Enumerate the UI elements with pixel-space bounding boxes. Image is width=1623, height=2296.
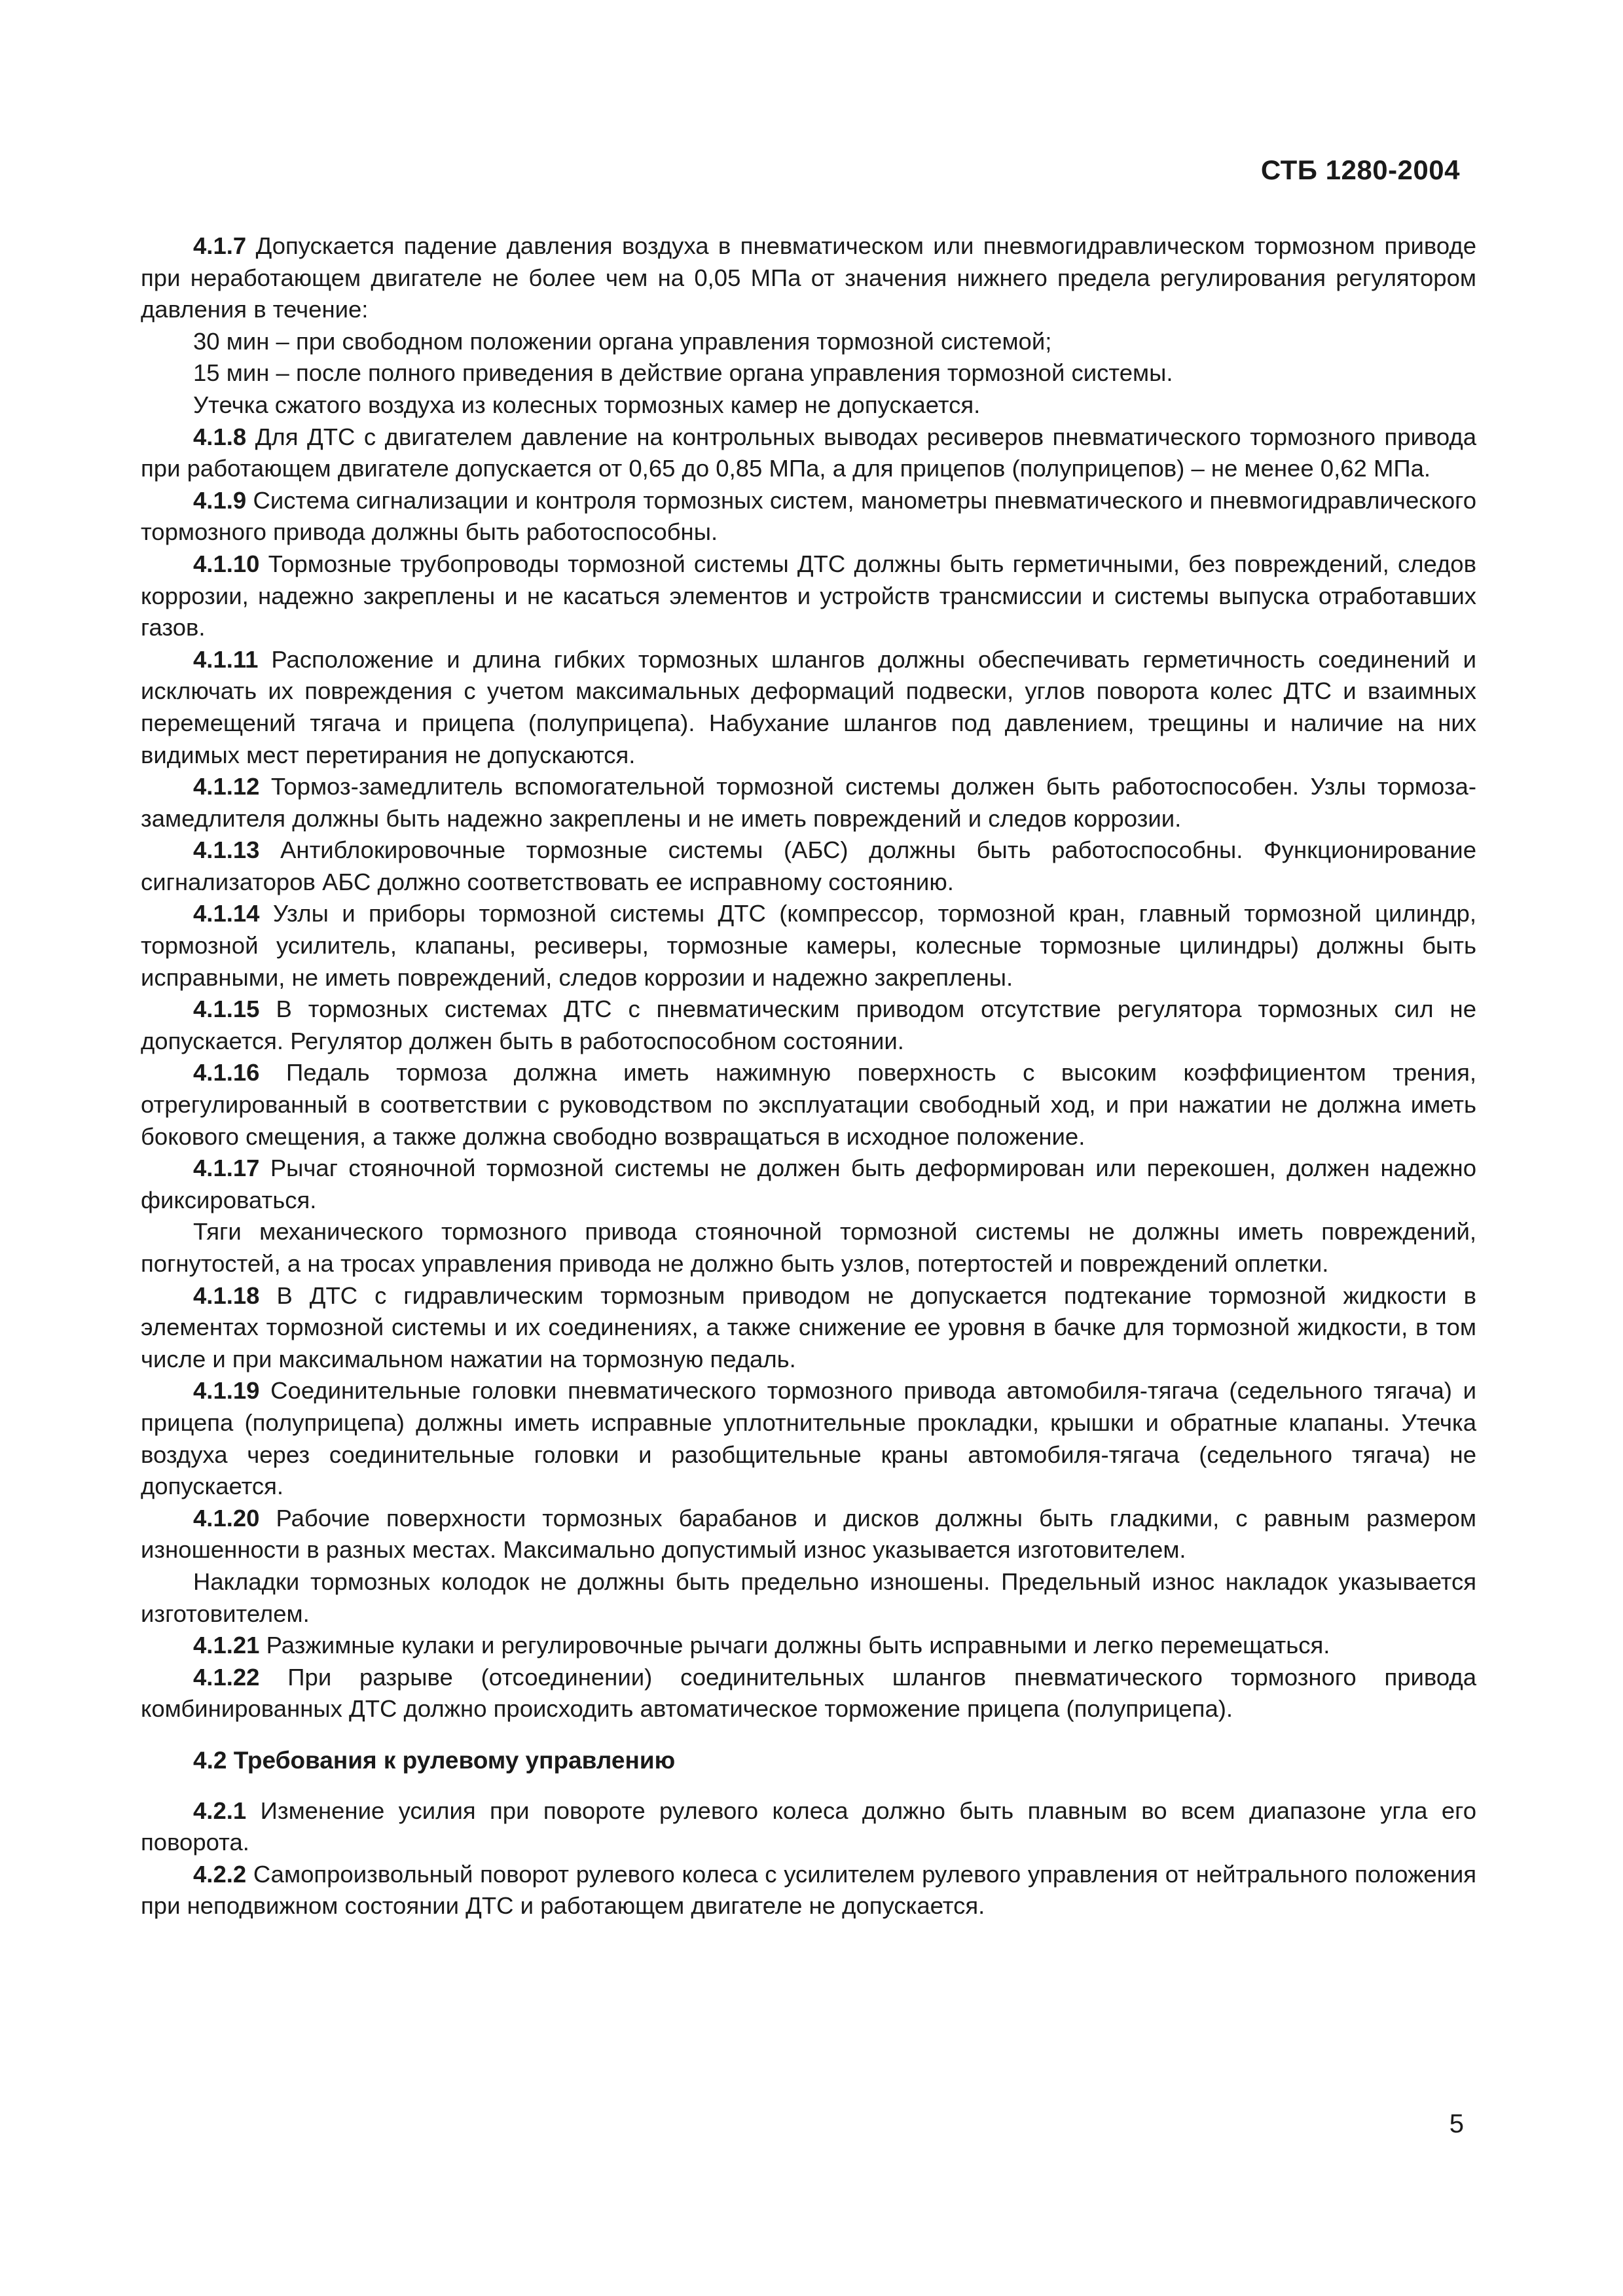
page-number: 5 xyxy=(1449,2109,1464,2138)
paragraph xyxy=(141,1795,1476,1859)
document-code: СТБ 1280-2004 xyxy=(1260,154,1460,185)
clause-text: Антиблокировочные тормозные системы (АБС) должны быть работоспособны. Функционирование сигнализаторов АБС должно соответствовать ее исправному состоянию. xyxy=(141,836,1476,895)
clause-text: Допускается падение давления воздуха в пневматическом или пневмогидравлическом тормозном приводе при неработающем двигателе не более чем на 0,05 МПа от значения нижнего предела регулирования регулятором давления в течение: xyxy=(141,232,1476,323)
paragraph xyxy=(141,1566,1476,1630)
clause-text: Для ДТС с двигателем давление на контрольных выводах ресиверов пневматического тормозного привода при работающем двигателе допускается от 0,65 до 0,85 МПа, а для прицепов (полуприцепов) – не менее 0,62 МПа. xyxy=(141,423,1476,482)
paragraph xyxy=(141,357,1476,389)
clause-text: Утечка сжатого воздуха из колесных тормозных камер не допускается. xyxy=(193,391,981,418)
paragraph xyxy=(141,771,1476,834)
steering-requirements-list xyxy=(141,1795,1476,1922)
paragraph xyxy=(141,230,1476,326)
clause-text: Соединительные головки пневматического тормозного привода автомобиля-тягача (седельного тягача) и прицепа (полуприцепа) должны иметь исправные уплотнительные прокладки, крышки и обратные клапаны. Утечка воздуха через соединительные головки и разобщительные краны автомобиля-тягача (седельного тягача) не допускается. xyxy=(141,1377,1476,1500)
clause-text: В ДТС с гидравлическим тормозным приводом не допускается подтекание тормозной жидкости в элементах тормозной системы и их соединениях, а также снижение ее уровня в бачке для тормозной жидкости, в том числе и при максимальном нажатии на тормозную педаль. xyxy=(141,1282,1476,1372)
clause-number: 4.1.19 xyxy=(193,1377,260,1405)
paragraph xyxy=(141,1153,1476,1216)
clause-number: 4.1.21 xyxy=(193,1632,260,1659)
paragraph xyxy=(141,422,1476,485)
clause-text: Изменение усилия при повороте рулевого колеса должно быть плавным во всем диапазоне угла его поворота. xyxy=(141,1797,1476,1856)
clause-text: Разжимные кулаки и регулировочные рычаги должны быть исправными и легко перемещаться. xyxy=(259,1632,1330,1659)
clause-number: 4.1.12 xyxy=(193,773,260,800)
clause-text: Тормозные трубопроводы тормозной системы ДТС должны быть герметичными, без повреждений, следов коррозии, надежно закреплены и не касаться элементов и устройств трансмиссии и системы выпуска отработавших газов. xyxy=(141,550,1476,641)
paragraph xyxy=(141,485,1476,548)
clause-number: 4.1.14 xyxy=(193,900,260,927)
clause-text: Тормоз-замедлитель вспомогательной тормозной системы должен быть работоспособен. Узлы тормоза-замедлителя должны быть надежно закреплены и не иметь повреждений и следов коррозии. xyxy=(141,773,1476,832)
clause-number: 4.1.11 xyxy=(193,645,259,673)
paragraph xyxy=(141,1280,1476,1376)
paragraph xyxy=(141,548,1476,644)
clause-number: 4.1.13 xyxy=(193,836,260,864)
document-body xyxy=(141,230,1476,1922)
clause-number: 4.1.15 xyxy=(193,996,260,1023)
clause-number: 4.1.18 xyxy=(193,1282,260,1309)
clause-number: 4.2.1 xyxy=(193,1797,247,1824)
clause-number: 4.1.16 xyxy=(193,1059,260,1086)
clause-text: Тяги механического тормозного привода стояночной тормозной системы не должны иметь повреждений, погнутостей, а на тросах управления привода не должно быть узлов, потертостей и повреждений оплетки. xyxy=(141,1218,1476,1277)
clause-number: 4.1.17 xyxy=(193,1155,260,1182)
clause-text: 15 мин – после полного приведения в действие органа управления тормозной системы. xyxy=(193,359,1173,387)
clause-text: Педаль тормоза должна иметь нажимную поверхность с высоким коэффициентом трения, отрегулированный в соответствии с руководством по эксплуатации свободный ход, и при нажатии не должна иметь бокового смещения, а также должна свободно возвращаться в исходное положение. xyxy=(141,1059,1476,1150)
section-title: 4.2 Требования к рулевому управлению xyxy=(193,1746,676,1774)
clause-number: 4.1.20 xyxy=(193,1504,260,1532)
clause-number: 4.1.22 xyxy=(193,1663,260,1691)
brake-requirements-list xyxy=(141,230,1476,1725)
clause-number: 4.2.2 xyxy=(193,1860,247,1888)
clause-text: Самопроизвольный поворот рулевого колеса с усилителем рулевого управления от нейтрального положения при неподвижном состоянии ДТС и работающем двигателе не допускается. xyxy=(141,1860,1476,1920)
paragraph xyxy=(141,1375,1476,1502)
clause-text: 30 мин – при свободном положении органа управления тормозной системой; xyxy=(193,327,1052,355)
clause-text: Рычаг стояночной тормозной системы не должен быть деформирован или перекошен, должен надежно фиксироваться. xyxy=(141,1155,1476,1213)
clause-text: При разрыве (отсоединении) соединительных шлангов пневматического тормозного привода комбинированных ДТС должно происходить автоматическое торможение прицепа (полуприцепа). xyxy=(141,1663,1476,1723)
paragraph xyxy=(141,326,1476,358)
paragraph xyxy=(141,1859,1476,1922)
paragraph xyxy=(141,994,1476,1057)
clause-text: Узлы и приборы тормозной системы ДТС (компрессор, тормозной кран, главный тормозной цилиндр, тормозной усилитель, клапаны, ресиверы, тормозные камеры, колесные тормозные цилиндры) должны быть исправными, не иметь повреждений, следов коррозии и надежно закреплены. xyxy=(141,900,1476,991)
clause-text: Система сигнализации и контроля тормозных систем, манометры пневматического и пневмогидравлического тормозного привода должны быть работоспособны. xyxy=(141,486,1476,546)
paragraph xyxy=(141,834,1476,898)
clause-text: Рабочие поверхности тормозных барабанов и дисков должны быть гладкими, с равным размером изношенности в разных местах. Максимально допустимый износ указывается изготовителем. xyxy=(141,1504,1476,1564)
clause-number: 4.1.9 xyxy=(193,486,247,514)
paragraph xyxy=(141,898,1476,994)
paragraph xyxy=(141,389,1476,422)
clause-number: 4.1.7 xyxy=(193,232,247,259)
paragraph xyxy=(141,1662,1476,1725)
clause-text: Накладки тормозных колодок не должны быть предельно изношены. Предельный износ накладок указывается изготовителем. xyxy=(141,1568,1476,1627)
clause-number: 4.1.10 xyxy=(193,550,260,577)
paragraph xyxy=(141,644,1476,771)
paragraph xyxy=(141,1503,1476,1566)
clause-text: Расположение и длина гибких тормозных шлангов должны обеспечивать герметичность соединений и исключать их повреждения с учетом максимальных деформаций подвески, углов поворота колес ДТС и взаимных перемещений тягача и прицепа (полуприцепа). Набухание шлангов под давлением, трещины и наличие на них видимых мест перетирания не допускаются. xyxy=(141,645,1476,768)
paragraph xyxy=(141,1057,1476,1153)
clause-text: В тормозных системах ДТС с пневматическим приводом отсутствие регулятора тормозных сил не допускается. Регулятор должен быть в работоспособном состоянии. xyxy=(141,996,1476,1054)
paragraph xyxy=(141,1630,1476,1662)
clause-number: 4.1.8 xyxy=(193,423,247,450)
paragraph xyxy=(141,1216,1476,1280)
